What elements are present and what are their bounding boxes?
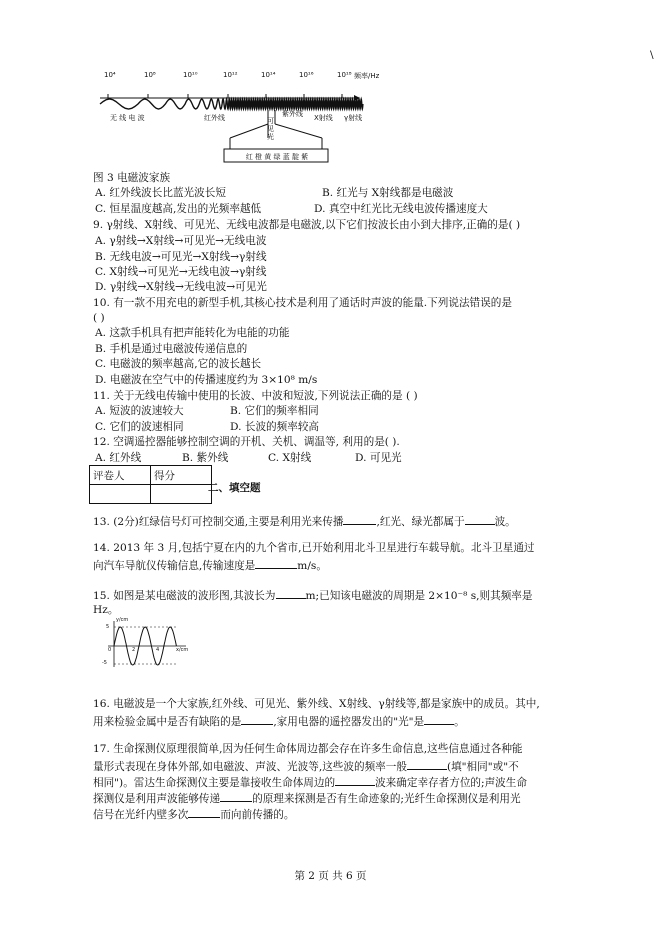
q14-line2 <box>93 557 327 573</box>
q15-line1 <box>93 587 533 603</box>
q13-text <box>93 513 516 529</box>
band-visible-2: 见 <box>267 125 274 133</box>
graph-y-label: y/cm <box>116 617 129 623</box>
corner-mark: \ <box>650 49 654 61</box>
q17-part5: 探测仪是利用声波能够传递 <box>93 793 221 805</box>
q17-line1: 17. 生命探测仪原理很简单,因为任何生命体周边都会存在许多生命信息,这些信息通过各种能 <box>93 743 523 755</box>
q16-blank-2[interactable] <box>424 713 454 725</box>
freq-label-7: 10¹⁸ <box>337 71 352 79</box>
q14-part1: 向汽车导航仪传输信息,传输速度是 <box>93 560 256 572</box>
q11-option-d: D. 长波的频率较高 <box>230 421 320 433</box>
q10-option-b: B. 手机是通过电磁波传递信息的 <box>95 343 248 355</box>
q14-line1: 14. 2013 年 3 月,包括宁夏在内的九个省市,已开始利用北斗卫星进行车载导航。北斗卫星通过 <box>93 542 535 554</box>
q15-line2: Hz。 <box>93 604 119 616</box>
section-title: 二、填空题 <box>208 482 261 494</box>
band-ultraviolet: 紫外线 <box>282 110 303 118</box>
q17-part7: 信号在光纤内壁多次 <box>93 809 189 821</box>
q8-option-b: B. 红光与 X射线都是电磁波 <box>322 187 454 199</box>
q10-stem-paren: ( ) <box>93 312 105 324</box>
q14-blank[interactable] <box>255 557 297 569</box>
band-xray: X射线 <box>314 114 333 122</box>
score-header: 得分 <box>151 466 212 485</box>
q13-blank-1[interactable] <box>343 513 376 525</box>
freq-label-3: 10¹⁰ <box>183 71 198 79</box>
q9-option-a: A. γ射线→X射线→可见光→无线电波 <box>95 235 267 247</box>
reviewer-header: 评卷人 <box>90 466 151 485</box>
q9-option-b: B. 无线电波→可见光→X射线→γ射线 <box>95 251 267 263</box>
q17-line5 <box>93 806 295 822</box>
q17-blank-1[interactable] <box>407 758 447 770</box>
q13-part1: 13. (2分)红绿信号灯可控制交通,主要是利用光来传播 <box>93 516 344 528</box>
score-cell <box>151 485 212 504</box>
q12-option-a: A. 红外线 <box>95 452 142 464</box>
band-visible-3: 光 <box>267 133 274 141</box>
q12-option-b: B. 紫外线 <box>182 452 229 464</box>
q14-part2: m/s。 <box>297 560 327 572</box>
q17-part8: 而向前传播的。 <box>220 809 295 821</box>
q17-part1: 量形式表现在身体外部,如电磁波、声波、光波等,这些波的频率一般 <box>93 761 407 773</box>
q11-option-b: B. 它们的频率相同 <box>230 405 319 417</box>
page-footer: 第 2 页 共 6 页 <box>294 870 367 882</box>
q8-option-d: D. 真空中红光比无线电波传播速度大 <box>314 203 488 215</box>
q17-line2 <box>93 758 519 774</box>
graph-x-tick-2: 4 <box>156 647 160 653</box>
band-visible-1: 可 <box>267 117 274 125</box>
freq-unit: 频率/Hz <box>354 72 380 80</box>
q12-option-d: D. 可见光 <box>355 452 402 464</box>
q13-part2: ,红光、绿光都属于 <box>376 516 465 528</box>
q16-line2 <box>93 713 465 729</box>
wave-graph <box>98 619 190 669</box>
reviewer-cell <box>90 485 151 504</box>
graph-y-max: 5 <box>106 624 110 630</box>
q8-option-a: A. 红外线波长比蓝光波长短 <box>95 187 226 199</box>
figure-caption: 图 3 电磁波家族 <box>93 172 171 184</box>
freq-label-1: 10⁴ <box>104 71 116 79</box>
freq-label-6: 10¹⁶ <box>299 71 314 79</box>
q12-stem: 12. 空调遥控器能够控制空调的开机、关机、调温等, 利用的是( ). <box>93 436 400 448</box>
q13-blank-2[interactable] <box>465 513 495 525</box>
q8-option-c: C. 恒星温度越高,发出的光频率越低 <box>95 203 262 215</box>
freq-label-4: 10¹² <box>223 71 238 79</box>
band-infrared: 红外线 <box>204 114 225 122</box>
q9-option-c: C. X射线→可见光→无线电波→γ射线 <box>95 266 267 278</box>
freq-label-2: 10⁸ <box>144 71 156 79</box>
band-radio: 无 线 电 波 <box>110 114 145 122</box>
q15-part2: m;已知该电磁波的周期是 2×10⁻⁸ s,则其频率是 <box>305 590 533 602</box>
q17-part6: 的原理来探测是否有生命迹象的;光纤生命探测仪是利用光 <box>252 793 521 805</box>
q11-option-a: A. 短波的波速较大 <box>95 405 184 417</box>
band-gamma: γ射线 <box>344 114 363 122</box>
q15-blank-1[interactable] <box>276 587 306 599</box>
q12-option-c: C. X射线 <box>268 452 312 464</box>
graph-x-tick-1: 2 <box>132 647 136 653</box>
q10-option-d: D. 电磁波在空气中的传播速度约为 3×10⁸ m/s <box>95 374 318 386</box>
graph-y-min: -5 <box>102 660 107 666</box>
q10-stem: 10. 有一款不用充电的新型手机,其核心技术是利用了通话时声波的能量.下列说法错误的是 <box>93 297 512 309</box>
graph-x-label: x/cm <box>176 647 189 653</box>
freq-label-5: 10¹⁴ <box>261 71 276 79</box>
q9-stem: 9. γ射线、X射线、可见光、无线电波都是电磁波,以下它们按波长由小到大排序,正确的是( ) <box>93 219 521 231</box>
q10-option-c: C. 电磁波的频率越高,它的波长越长 <box>95 358 262 370</box>
q16-line1: 16. 电磁波是一个大家族,红外线、可见光、紫外线、X射线、γ射线等,都是家族中的成员。其中, <box>93 698 540 710</box>
q17-part3: 相同")。雷达生命探测仪主要是靠接收生命体周边的 <box>93 777 336 789</box>
q16-part1: 用来检验金属中是否有缺陷的是 <box>93 716 242 728</box>
q17-part4: 波来确定幸存者方位的;声波生命 <box>375 777 527 789</box>
q10-option-a: A. 这款手机具有把声能转化为电能的功能 <box>95 327 290 339</box>
q16-blank-1[interactable] <box>241 713 273 725</box>
q11-stem: 11. 关于无线电传输中使用的长波、中波和短波,下列说法正确的是 ( ) <box>93 390 418 402</box>
graph-origin: 0 <box>108 647 112 653</box>
q9-option-d: D. γ射线→X射线→无线电波→可见光 <box>95 281 267 293</box>
q17-line3 <box>93 774 527 790</box>
wave-graph-svg <box>98 619 190 669</box>
q17-part2: (填"相同"或"不 <box>446 761 519 773</box>
colors-box: 红 橙 黄 绿 蓝 靛 紫 <box>245 153 309 161</box>
q17-blank-2[interactable] <box>335 774 375 786</box>
q16-part3: 。 <box>454 716 465 728</box>
q17-blank-4[interactable] <box>188 806 220 818</box>
spectrum-figure <box>92 58 392 173</box>
q16-part2: ,家用电器的遥控器发出的"光"是 <box>273 716 425 728</box>
q11-option-c: C. 它们的波速相同 <box>95 421 184 433</box>
score-table <box>89 465 212 504</box>
q13-part3: 波。 <box>494 516 516 528</box>
q17-blank-3[interactable] <box>220 790 252 802</box>
q15-part1: 15. 如图是某电磁波的波形图,其波长为 <box>93 590 276 602</box>
q17-line4 <box>93 790 521 806</box>
